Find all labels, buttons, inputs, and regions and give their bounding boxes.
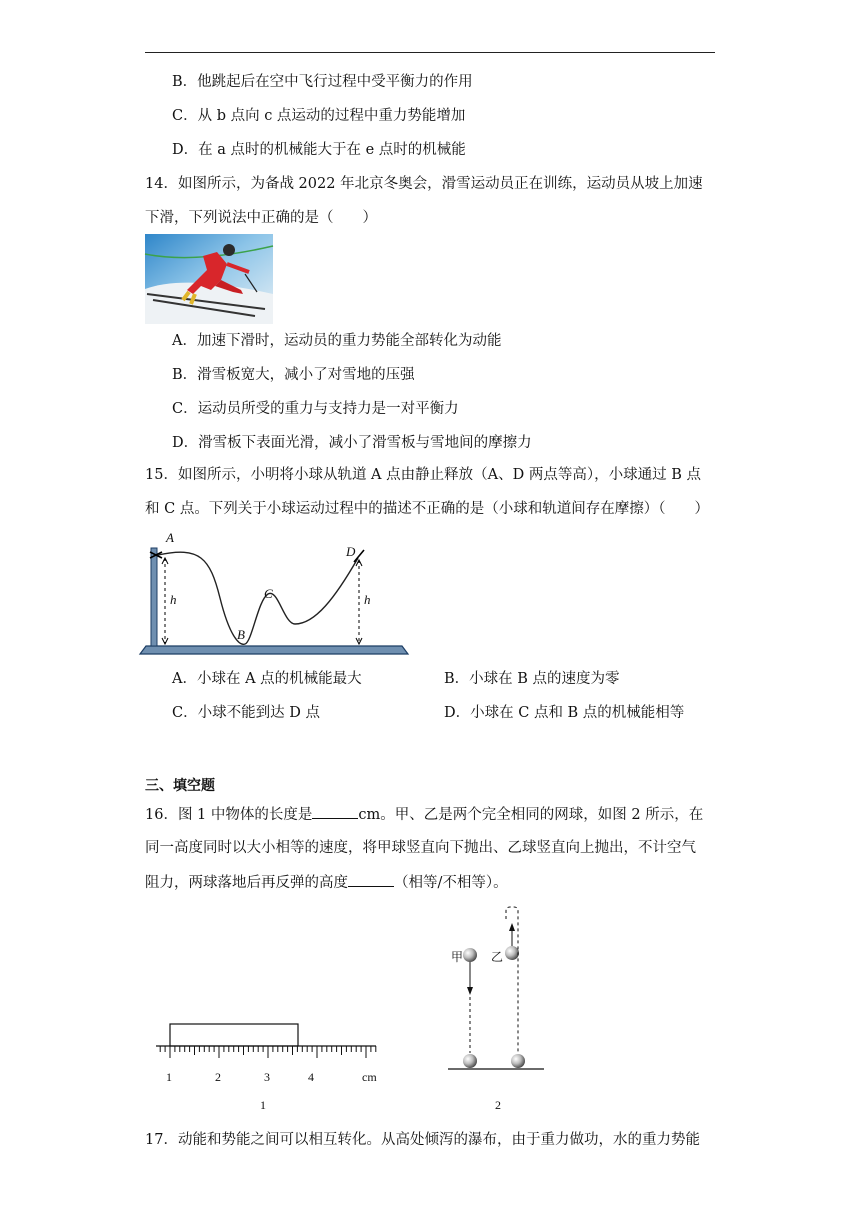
figure-2-caption: 2 [495,1098,501,1112]
q14-stem-line-1: 14．如图所示，为备战 2022 年北京冬奥会，滑雪运动员正在训练，运动员从坡上加速 [145,176,703,192]
track-label-a: A [166,530,174,545]
balls-figure [448,905,548,1075]
q14-option-b[interactable]: B．滑雪板宽大，减小了对雪地的压强 [172,367,415,383]
figure-1-caption: 1 [260,1098,266,1112]
skier-photo [145,234,273,324]
track-label-h-right: h [364,592,371,607]
ruler-tick-3: 3 [264,1070,270,1084]
q14-option-a[interactable]: A．加速下滑时，运动员的重力势能全部转化为动能 [172,333,502,349]
ruler-unit: cm [362,1070,377,1084]
q15-option-d[interactable]: D．小球在 C 点和 B 点的机械能相等 [444,705,685,721]
ruler-tick-1: 1 [166,1070,172,1084]
q16-line-1-part-b: cm。甲、乙是两个完全相同的网球，如图 2 所示，在 [358,807,704,823]
q16-line-3 [145,872,508,893]
q15-option-c[interactable]: C．小球不能到达 D 点 [172,705,320,721]
q14-stem-line-2: 下滑，下列说法中正确的是（ ） [145,210,377,226]
ruler-figure [152,1018,382,1058]
q13-option-c[interactable]: C．从 b 点向 c 点运动的过程中重力势能增加 [172,108,466,124]
track-label-h-left: h [170,592,177,607]
q15-option-b[interactable]: B．小球在 B 点的速度为零 [444,671,620,687]
ruler-tick-2: 2 [215,1070,221,1084]
q16-line-3-part-b: （相等/不相等）。 [394,875,508,891]
track-label-d: D [346,544,356,559]
track-label-c: C [264,586,273,601]
q16-line-1 [145,804,703,825]
ruler-tick-4: 4 [308,1070,314,1084]
q13-option-d[interactable]: D．在 a 点时的机械能大于在 e 点时的机械能 [172,142,466,158]
q14-option-c[interactable]: C．运动员所受的重力与支持力是一对平衡力 [172,401,459,417]
q15-option-a[interactable]: A．小球在 A 点的机械能最大 [172,671,362,687]
q16-line-3-part-a: 阻力，两球落地后再反弹的高度 [145,875,348,891]
q17-line-1: 17．动能和势能之间可以相互转化。从高处倾泻的瀑布，由于重力做功，水的重力势能 [145,1132,700,1148]
q15-stem-line-2: 和 C 点。下列关于小球运动过程中的描述不正确的是（小球和轨道间存在摩擦）（ ） [145,501,710,517]
q16-line-1-part-a: 16．图 1 中物体的长度是 [145,807,313,823]
track-label-b: B [237,627,245,642]
ball-label-jia: 甲 [451,950,464,964]
header-rule [145,52,715,53]
q16-blank-length[interactable] [312,804,358,819]
section-title: 三、填空题 [145,778,215,794]
q15-stem-line-1: 15．如图所示，小明将小球从轨道 A 点由静止释放（A、D 两点等高），小球通过 B 点 [145,467,701,483]
q16-line-2: 同一高度同时以大小相等的速度，将甲球竖直向下抛出、乙球竖直向上抛出，不计空气 [145,840,696,856]
q13-option-b[interactable]: B．他跳起后在空中飞行过程中受平衡力的作用 [172,74,473,90]
q14-option-d[interactable]: D．滑雪板下表面光滑，减小了滑雪板与雪地间的摩擦力 [172,435,532,451]
ball-label-yi: 乙 [491,950,504,964]
q16-blank-bounce[interactable] [348,872,394,887]
